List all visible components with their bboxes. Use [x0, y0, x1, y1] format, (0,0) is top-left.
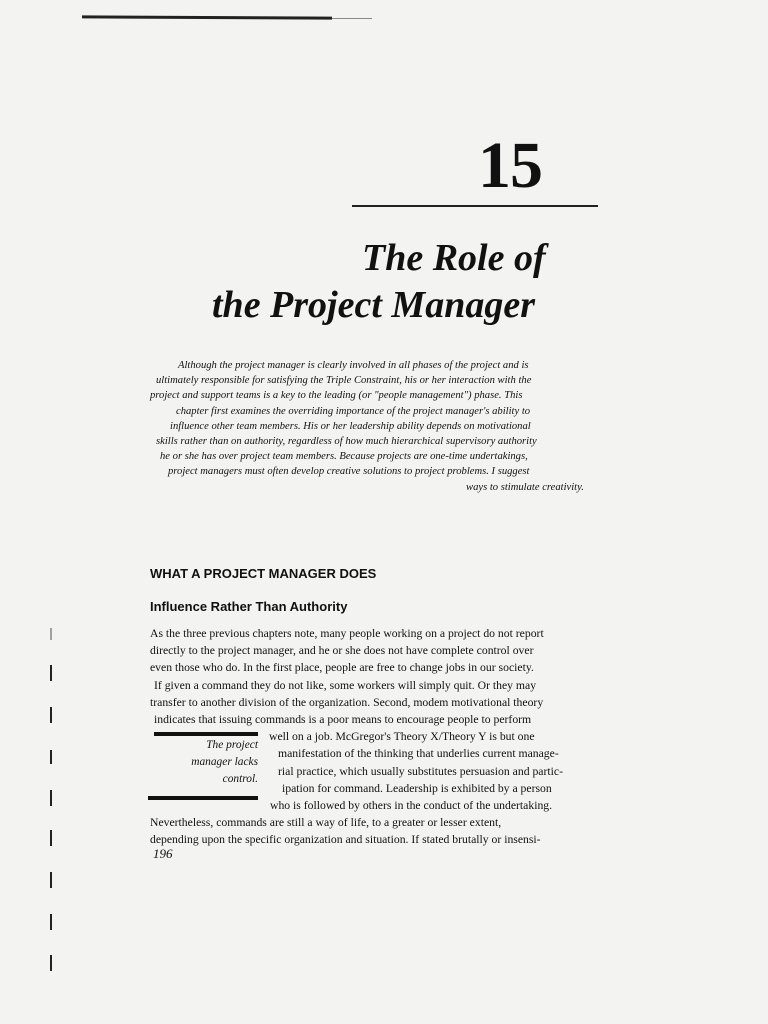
- abstract-line: project managers must often develop creative solutions to project problems. I suggest: [168, 466, 530, 478]
- page-number: 196: [153, 846, 173, 861]
- abstract-line: chapter first examines the overriding importance of the project manager's ability to: [176, 405, 531, 417]
- chapter-title-line-2: the Project Manager: [212, 284, 535, 326]
- body-line: indicates that issuing commands is a poor means to encourage people to perform: [154, 712, 532, 726]
- chapter-rule: [352, 205, 598, 207]
- scan-mark: [50, 707, 52, 723]
- abstract-line: influence other team members. His or her leadership ability depends on motivational: [170, 420, 531, 432]
- body-line: well on a job. McGregor's Theory X/Theory Y is but one: [269, 730, 535, 744]
- chapter-abstract: [150, 358, 598, 495]
- body-line: manifestation of the thinking that underlies current manage-: [278, 747, 559, 761]
- chapter-number: 15: [478, 129, 542, 202]
- body-line: even those who do. In the first place, people are free to change jobs in our society.: [150, 661, 534, 675]
- body-line: As the three previous chapters note, many people working on a project do not report: [150, 627, 544, 640]
- margin-note-line: manager lacks: [191, 756, 258, 769]
- margin-note: [150, 737, 258, 789]
- body-line: rial practice, which usually substitutes persuasion and partic-: [278, 764, 563, 778]
- abstract-line: Although the project manager is clearly involved in all phases of the project and is: [178, 360, 529, 371]
- scan-mark: [50, 914, 52, 930]
- margin-note-line: control.: [222, 773, 258, 786]
- scan-mark: [50, 665, 52, 681]
- top-rule-tail: [332, 18, 372, 19]
- scan-mark: [50, 750, 52, 764]
- body-line: directly to the project manager, and he or she does not have complete control over: [150, 644, 534, 658]
- section-subheading: Influence Rather Than Authority: [150, 599, 348, 614]
- sidenote-bottom-bar: [148, 796, 258, 800]
- abstract-line: ways to stimulate creativity.: [466, 481, 584, 493]
- abstract-line: project and support teams is a key to the leading (or "people management") phase. This: [150, 390, 523, 402]
- scan-mark: [50, 872, 52, 888]
- body-line: transfer to another division of the organization. Second, modem motivational theory: [150, 695, 544, 709]
- body-line: depending upon the specific organization and situation. If stated brutally or insensi-: [150, 833, 541, 847]
- body-line: ipation for command. Leadership is exhibited by a person: [282, 781, 552, 795]
- body-line: Nevertheless, commands are still a way of life, to a greater or lesser extent,: [150, 816, 502, 830]
- scan-mark: [50, 790, 52, 806]
- section-heading: WHAT A PROJECT MANAGER DOES: [150, 566, 377, 581]
- abstract-line: skills rather than on authority, regardless of how much hierarchical supervisory authority: [156, 436, 537, 448]
- scan-mark: [50, 830, 52, 846]
- abstract-line: ultimately responsible for satisfying the Triple Constraint, his or her interaction with the: [156, 375, 532, 387]
- chapter-title-line-1: The Role of: [362, 237, 546, 279]
- body-line: If given a command they do not like, some workers will simply quit. Or they may: [154, 678, 537, 692]
- scan-mark: [50, 628, 52, 640]
- abstract-line: he or she has over project team members. Because projects are one-time undertakings,: [160, 451, 528, 463]
- margin-note-line: The project: [206, 739, 258, 751]
- body-line: who is followed by others in the conduct of the undertaking.: [270, 798, 553, 812]
- scan-mark: [50, 955, 52, 971]
- sidenote-top-bar: [154, 732, 258, 736]
- top-rule: [82, 15, 332, 19]
